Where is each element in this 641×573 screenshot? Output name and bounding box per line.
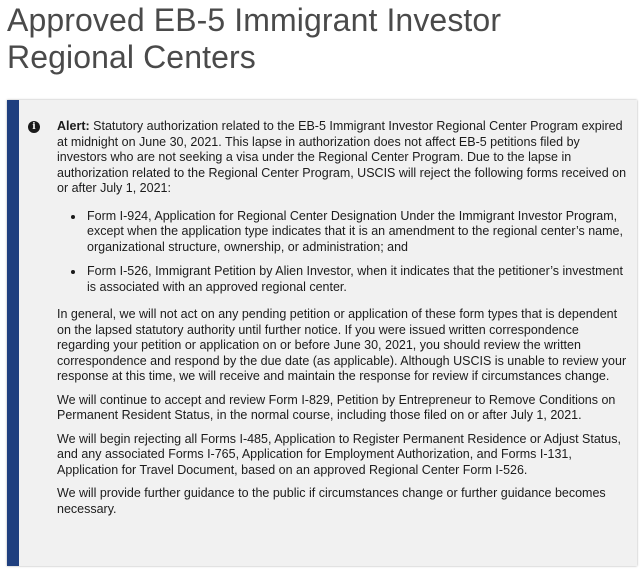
info-circle-icon: i xyxy=(28,121,40,133)
alert-paragraph: We will provide further guidance to the public if circumstances change or further guidance becomes necessary. xyxy=(57,486,606,516)
alert-bullet-item: • Form I-924, Application for Regional Center Designation Under the Immigrant Investor Program, except when the application type indicates that it is an amendment to the regional center’s name, organizational structure, ownership, or administration; and xyxy=(85,209,631,256)
alert-bullet-item: • Form I-526, Immigrant Petition by Alien Investor, when it indicates that the petitioner’s investment is associated with an approved regional center. xyxy=(85,264,631,295)
alert-intro-text: Statutory authorization related to the EB-5 Immigrant Investor Regional Center Program expired at midnight on June 30, 2021. This lapse in authorization does not affect EB-5 petitions filed by investors who are not seeking a visa under the Regional Center Program. Due to the lapse in authorization related to the Regional Center Program, USCIS will reject the following forms received on or after July 1, 2021: xyxy=(57,119,627,195)
alert-label: Alert: xyxy=(57,119,90,133)
alert-box xyxy=(7,100,637,566)
alert-intro xyxy=(57,119,631,197)
alert-body xyxy=(57,119,631,517)
alert-paragraph: We will continue to accept and review Form I-829, Petition by Entrepreneur to Remove Conditions on Permanent Resident Status, in the normal course, including those filed on or after July 1, 2021. xyxy=(57,392,616,422)
alert-paragraph: We will begin rejecting all Forms I-485, Application to Register Permanent Residence or Adjust Status, and any associated Forms I-765, Application for Employment Authorization, and Forms I-131, Application for Travel Document, based on an approved Regional Center Form I-526. xyxy=(57,431,621,477)
alert-bullet-list xyxy=(57,209,631,296)
alert-paragraph: In general, we will not act on any pending petition or application of these form types that is dependent on the lapsed statutory authority until further notice. If you were issued written correspondence regarding your petition or application on or before June 30, 2021, you should review the written correspondence and respond by the due date (as applicable). Although USCIS is unable to review your response at this time, we will receive and maintain the response for review if circumstances change. xyxy=(57,307,627,383)
alert-content xyxy=(28,119,631,525)
page-title: Approved EB-5 Immigrant Investor Regional Centers xyxy=(7,2,502,75)
